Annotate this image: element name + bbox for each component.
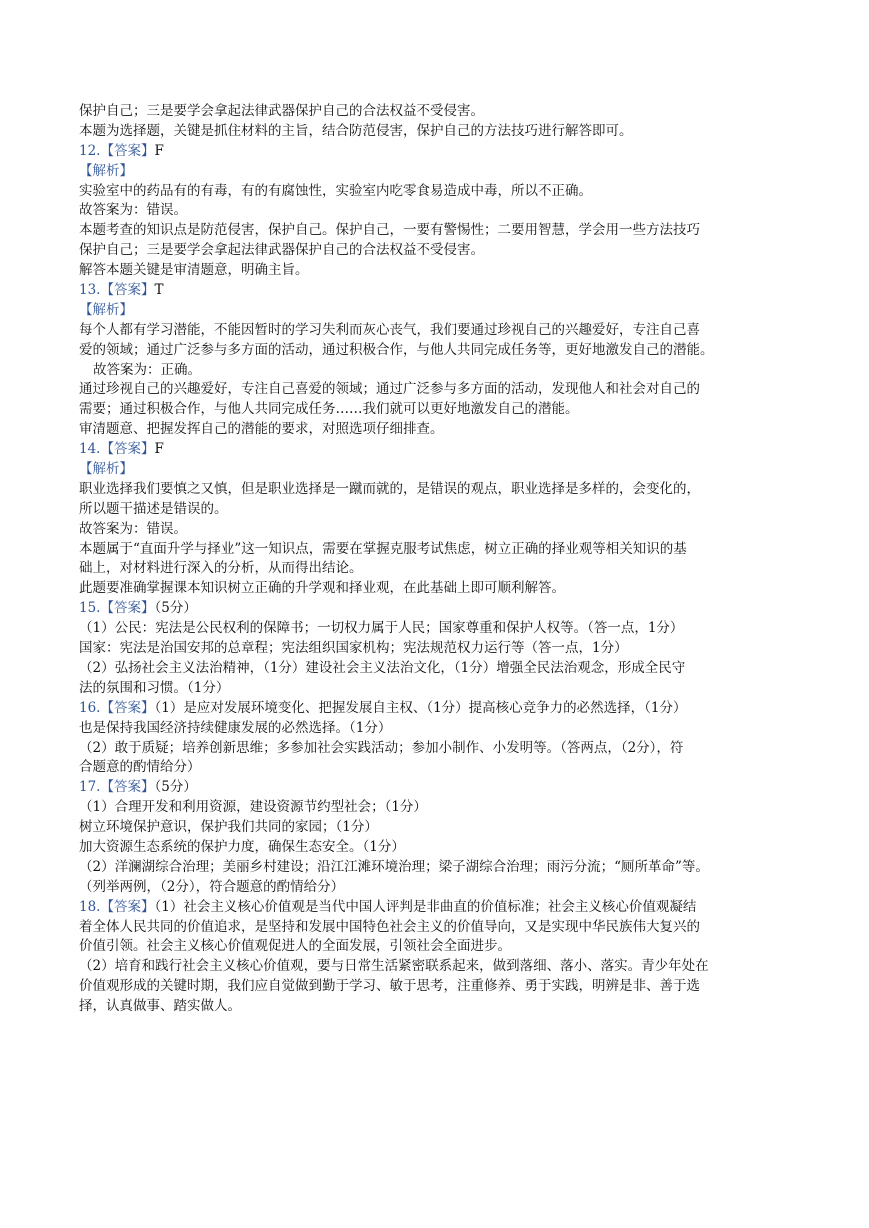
text-line: 也是保持我国经济持续健康发展的必然选择。（1分） bbox=[79, 719, 392, 736]
text-line: 每个人都有学习潜能，不能因暂时的学习失利而灰心丧气，我们要通过珍视自己的兴趣爱好，专注自己喜 bbox=[79, 321, 700, 338]
answer-tag: 【答案】 bbox=[100, 282, 155, 299]
question-number: 13. bbox=[79, 282, 101, 299]
answer-heading-15 bbox=[79, 599, 799, 619]
question-number: 15. bbox=[79, 600, 101, 617]
text-line: 树立环境保护意识，保护我们共同的家园；（1分） bbox=[79, 819, 378, 836]
text-line: 爱的领域；通过广泛参与多方面的活动，通过积极合作，与他人共同完成任务等，更好地激发自己的潜能。 bbox=[79, 341, 714, 358]
answer-value: （5分） bbox=[154, 600, 197, 617]
text-line: 法的氛围和习惯。（1分） bbox=[79, 679, 230, 696]
answer-value: T bbox=[154, 282, 164, 299]
text-line: 择，认真做事、踏实做人。 bbox=[79, 998, 241, 1015]
text-line: 本题为选择题，关键是抓住材料的主旨，结合防范侵害，保护自己的方法技巧进行解答即可。 bbox=[79, 122, 633, 139]
text-line: 本题考查的知识点是防范侵害，保护自己。保护自己，一要有警惕性；二要用智慧，学会用一些方法技巧 bbox=[79, 222, 700, 239]
answer-value: F bbox=[154, 441, 164, 458]
answer-tag: 【答案】 bbox=[100, 441, 155, 458]
text-line: 保护自己；三是要学会拿起法律武器保护自己的合法权益不受侵害。 bbox=[79, 103, 484, 119]
analysis-tag: 【解析】 bbox=[79, 162, 133, 179]
answer-value: （1）社会主义核心价值观是当代中国人评判是非曲直的价值标准；社会主义核心价值观凝结 bbox=[154, 898, 697, 915]
text-line: （列举两例，（2分），符合题意的酌情给分） bbox=[79, 878, 345, 895]
text-line: 合题意的酌情给分） bbox=[79, 759, 201, 776]
text-line: 价值观形成的关键时期，我们应自觉做到勤于学习、敏于思考，注重修养、勇于实践，明辨是非、善于选 bbox=[79, 978, 700, 995]
text-line: 故答案为：正确。 bbox=[93, 361, 201, 378]
answer-value: （5分） bbox=[154, 779, 197, 796]
answer-value: （1）是应对发展环境变化、把握发展自主权、（1分）提高核心竞争力的必然选择，（1分） bbox=[154, 699, 687, 716]
text-line: 故答案为：错误。 bbox=[79, 202, 187, 219]
answer-tag: 【答案】 bbox=[100, 898, 155, 915]
text-line: 所以题干描述是错误的。 bbox=[79, 500, 228, 517]
text-line: 故答案为：错误。 bbox=[79, 520, 187, 537]
text-line: 需要；通过积极合作，与他人共同完成任务……我们就可以更好地激发自己的潜能。 bbox=[79, 401, 579, 418]
text-line: （2）洋澜湖综合治理；美丽乡村建设；沿江江滩环境治理；梁子湖综合治理；雨污分流；“厕所革命”等。 bbox=[79, 858, 709, 875]
analysis-tag: 【解析】 bbox=[79, 301, 133, 318]
text-line: 保护自己；三是要学会拿起法律武器保护自己的合法权益不受侵害。 bbox=[79, 242, 484, 259]
text-line: 本题属于“直面升学与择业”这一知识点，需要在掌握克服考试焦虑，树立正确的择业观等相关知识的基 bbox=[79, 540, 687, 557]
text-line: 础上，对材料进行深入的分析，从而得出结论。 bbox=[79, 560, 363, 577]
text-line: 通过珍视自己的兴趣爱好，专注自己喜爱的领域；通过广泛参与多方面的活动，发现他人和社会对自己的 bbox=[79, 381, 700, 398]
text-line: （1）公民：宪法是公民权利的保障书；一切权力属于人民；国家尊重和保护人权等。（答一点，1分） bbox=[79, 620, 684, 637]
question-number: 12. bbox=[79, 142, 101, 159]
question-number: 14. bbox=[79, 441, 101, 458]
text-line: 加大资源生态系统的保护力度，确保生态安全。（1分） bbox=[79, 838, 405, 855]
question-number: 17. bbox=[79, 779, 101, 796]
answer-heading-16 bbox=[79, 699, 799, 719]
text-line: （2）弘扬社会主义法治精神，（1分）建设社会主义法治文化，（1分）增强全民法治观念，形成全民守 bbox=[79, 659, 686, 676]
text-line: （2）培育和践行社会主义核心价值观，要与日常生活紧密联系起来，做到落细、落小、落实。青少年处在 bbox=[79, 958, 709, 975]
text-line: 国家：宪法是治国安邦的总章程；宪法组织国家机构；宪法规范权力运行等（答一点，1分） bbox=[79, 640, 628, 657]
answer-heading-14 bbox=[79, 440, 799, 460]
document-page bbox=[79, 102, 799, 1017]
text-line: 此题要准确掌握课本知识树立正确的升学观和择业观，在此基础上即可顺利解答。 bbox=[79, 580, 565, 597]
question-number: 18. bbox=[79, 898, 101, 915]
answer-value: F bbox=[154, 142, 164, 159]
answer-heading-13 bbox=[79, 281, 799, 301]
analysis-tag: 【解析】 bbox=[79, 461, 133, 478]
text-line: （1）合理开发和利用资源，建设资源节约型社会；（1分） bbox=[79, 799, 427, 816]
question-number: 16. bbox=[79, 699, 101, 716]
answer-tag: 【答案】 bbox=[100, 779, 155, 796]
answer-heading-17 bbox=[79, 778, 799, 798]
answer-tag: 【答案】 bbox=[100, 142, 155, 159]
text-line: 着全体人民共同的价值追求，是坚持和发展中国特色社会主义的价值导向，又是实现中华民族伟大复兴的 bbox=[79, 918, 700, 935]
answer-tag: 【答案】 bbox=[100, 600, 155, 617]
answer-heading-12 bbox=[79, 142, 799, 162]
text-line: 实验室中的药品有的有毒，有的有腐蚀性，实验室内吃零食易造成中毒，所以不正确。 bbox=[79, 182, 592, 199]
text-line: 审清题意、把握发挥自己的潜能的要求，对照选项仔细排查。 bbox=[79, 421, 444, 438]
text-line: 职业选择我们要慎之又慎，但是职业选择是一蹴而就的，是错误的观点，职业选择是多样的，会变化的， bbox=[79, 480, 700, 497]
text-line: 解答本题关键是审清题意，明确主旨。 bbox=[79, 262, 309, 279]
answer-heading-18 bbox=[79, 898, 799, 918]
answer-tag: 【答案】 bbox=[100, 699, 155, 716]
text-line: （2）敢于质疑；培养创新思维；多参加社会实践活动；参加小制作、小发明等。（答两点，（2分），符 bbox=[79, 739, 684, 756]
text-line: 价值引领。社会主义核心价值观促进人的全面发展，引领社会全面进步。 bbox=[79, 938, 511, 955]
